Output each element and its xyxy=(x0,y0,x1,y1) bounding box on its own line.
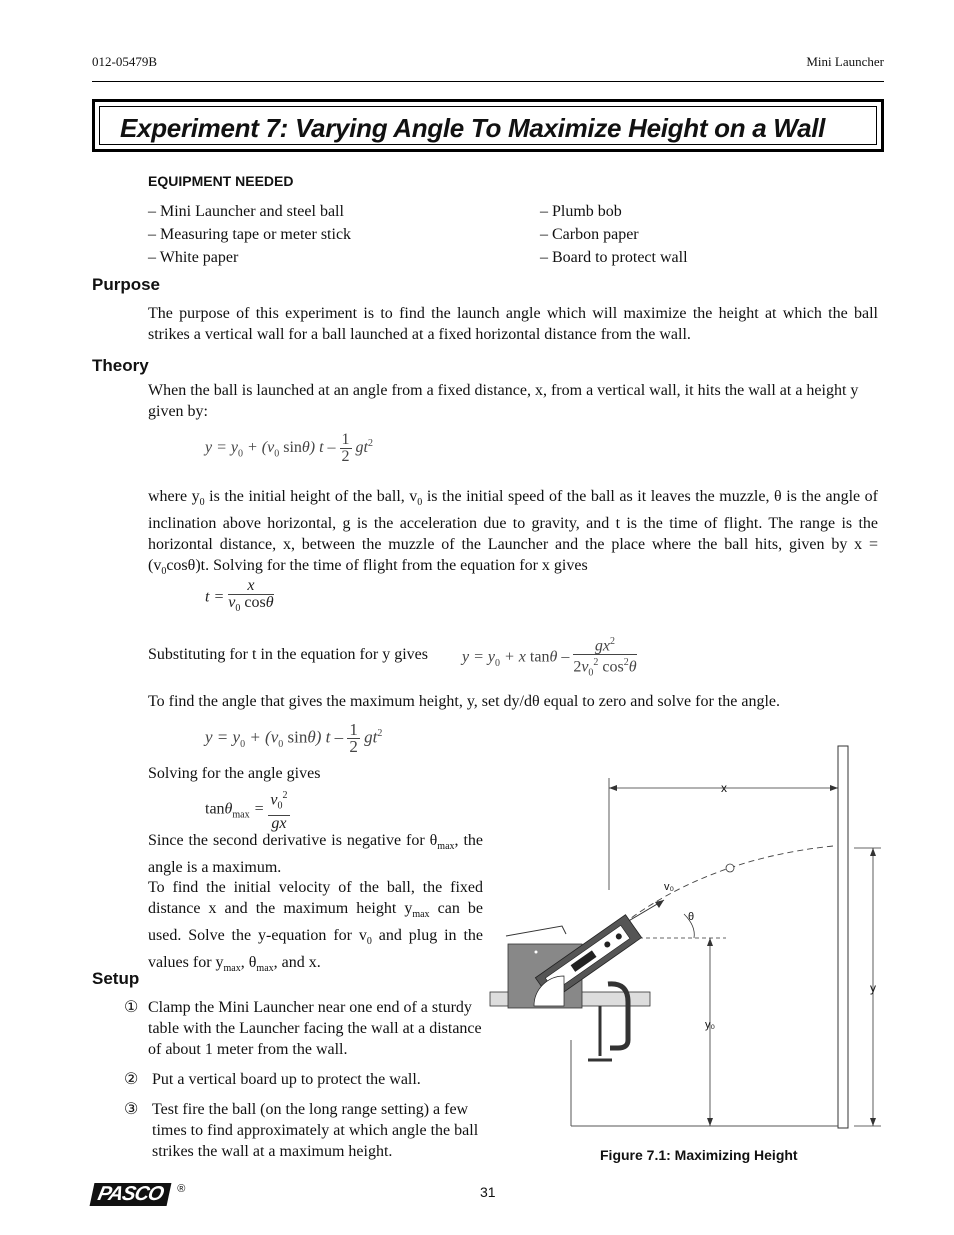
purpose-heading: Purpose xyxy=(92,275,161,294)
equipment-heading: EQUIPMENT NEEDED xyxy=(148,173,294,189)
ball-in-flight xyxy=(726,864,734,872)
label-theta: θ xyxy=(688,911,695,923)
step-number: ② xyxy=(124,1071,139,1088)
theory-substituting: Substituting for t in the equation for y gives xyxy=(148,646,428,663)
x-dim-arrow-right xyxy=(830,785,838,791)
equipment-item: – Board to protect wall xyxy=(540,249,688,266)
label-y: y xyxy=(870,981,876,995)
equipment-right-list xyxy=(540,201,840,268)
setup-heading: Setup xyxy=(92,969,140,988)
page-title: Experiment 7: Varying Angle To Maximize Height on a Wall xyxy=(120,113,826,143)
theory-solving: Solving for the angle gives xyxy=(148,765,321,782)
theory-heading: Theory xyxy=(92,356,149,375)
header-product: Mini Launcher xyxy=(806,54,884,69)
y-dim-arrow-bottom xyxy=(870,1118,876,1126)
equation-y-substituted: $y = y_0 + x$ tanθ – $\frac{gx^2}{2v_0^2 \cos^2\theta}$ xyxy=(462,636,637,679)
step-number: ③ xyxy=(124,1101,139,1118)
label-x: x xyxy=(721,781,727,795)
label-y0: y₀ xyxy=(704,1019,716,1031)
theory-find-angle: To find the angle that gives the maximum height, y, set dy/dθ equal to zero and solve for the angle. xyxy=(148,693,781,710)
logo-text: PASCO xyxy=(90,1183,172,1206)
header-doc-number: 012-05479B xyxy=(92,54,157,69)
y0-dim-arrow-top xyxy=(707,938,713,946)
step-number: ① xyxy=(124,999,139,1016)
x-dim-arrow-left xyxy=(609,785,617,791)
step-text: Put a vertical board up to protect the wall. xyxy=(152,1071,421,1088)
wall-board xyxy=(838,746,848,1128)
equipment-item: – Mini Launcher and steel ball xyxy=(148,203,344,220)
setup-step xyxy=(124,1069,486,1090)
setup-step xyxy=(124,997,486,1060)
y-dim-arrow-top xyxy=(870,848,876,856)
theory-intro: When the ball is launched at an angle from a fixed distance, x, from a vertical wall, it hits the wall at a height y given by: xyxy=(148,382,859,420)
v0-arrowhead xyxy=(655,900,664,908)
base-screw xyxy=(535,951,538,954)
trajectory-path xyxy=(608,846,833,936)
label-v0: v₀ xyxy=(664,881,675,893)
title-box xyxy=(92,99,884,152)
logo-registered: ® xyxy=(177,1183,185,1195)
pasco-logo xyxy=(92,1183,184,1206)
theory-initial-velocity: To find the initial velocity of the ball, the fixed distance x and the maximum height $y_{max}$ can be used. Solve the y-equation for $v_0$ and plug in the values for $y_{max}$, $\theta_{max}$, and x. xyxy=(148,879,483,975)
trigger-cord xyxy=(506,926,566,936)
step-text: Test fire the ball (on the long range setting) a few times to find approximately at which angle the ball strikes the wall at a maximum height. xyxy=(152,1101,479,1160)
setup-step-list xyxy=(124,997,486,1162)
equipment-item: – Measuring tape or meter stick xyxy=(148,226,352,243)
equipment-item: – Carbon paper xyxy=(540,226,639,243)
equation-tan-theta-max: tanθ$_{max}$ = $\frac{v_0^2}{gx}$ xyxy=(205,790,288,832)
figure-maximizing-height xyxy=(488,740,888,1140)
equipment-item: – White paper xyxy=(148,249,239,266)
header-rule xyxy=(92,81,884,82)
page-number: 31 xyxy=(480,1184,496,1200)
theory-second-derivative: Since the second derivative is negative for $\theta_{max}$, the angle is a maximum. xyxy=(148,832,484,877)
setup-step xyxy=(124,1099,486,1162)
equipment-left-list xyxy=(148,201,528,268)
equipment-item: – Plumb bob xyxy=(540,203,622,220)
theory-where-paragraph: where $y_0$ is the initial height of the ball, $v_0$ is the initial speed of the ball as it leaves the muzzle, θ is the angle of inclination above horizontal, g is the acceleration due to gravity, and t is the time of flight. The range is the horizontal distance, x, between the muzzle of the Launcher and the place where the ball hits, given by $x = (v_0\cos\theta)t$. Solving for the time of flight from the equation for x gives xyxy=(148,488,878,578)
equation-t: t = $\frac{x}{v_0 \cos\theta}$ xyxy=(205,577,274,615)
figure-caption: Figure 7.1: Maximizing Height xyxy=(600,1147,798,1163)
y0-dim-arrow-bottom xyxy=(707,1118,713,1126)
purpose-text: The purpose of this experiment is to find the launch angle which will maximize the height at which the ball strikes a vertical wall for a ball launched at a fixed horizontal distance from the wall. xyxy=(148,305,878,343)
step-text: Clamp the Mini Launcher near one end of a sturdy table with the Launcher facing the wall at a distance of about 1 meter from the wall. xyxy=(148,999,482,1058)
equation-y-repeat: $y = y_0 + (v_0$ sinθ) t – $\frac{1}{2}$ $gt^2$ xyxy=(205,720,383,756)
equation-y: $y = y_0 + (v_0$ sinθ) t – $\frac{1}{2}$ $gt^2$ xyxy=(205,431,373,465)
